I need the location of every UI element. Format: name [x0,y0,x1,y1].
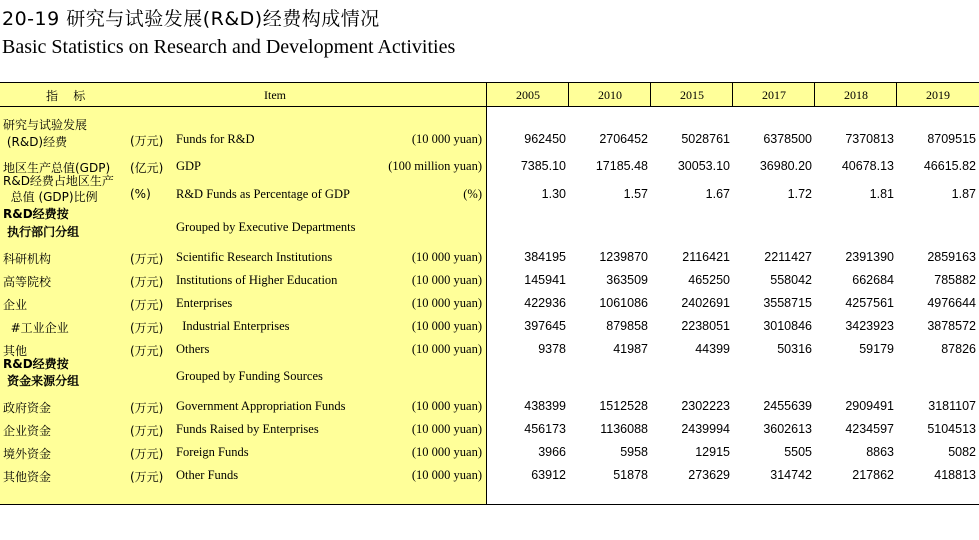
row-value: 314742 [770,468,812,482]
row-value: 662684 [852,273,894,287]
row-value: 1.81 [869,187,894,201]
header-year: 2010 [598,88,622,102]
row-label-en: Institutions of Higher Education [176,273,338,287]
row-value: 44399 [695,342,730,356]
header-year: 2005 [516,88,540,102]
row-unit-cn: (万元) [130,447,164,461]
row-value: 5958 [620,445,648,459]
row-value: 2455639 [763,399,812,413]
row-unit-cn: (亿元) [130,161,164,175]
row-label-en: Scientific Research Institutions [176,250,333,264]
row-unit-cn: (万元) [130,344,164,358]
row-value: 40678.13 [841,159,894,173]
row-label-cn: R&D经费占地区生产 [3,174,114,188]
row-value: 3966 [538,445,566,459]
row-label-en: Grouped by Executive Departments [176,220,356,234]
row-value: 36980.20 [759,159,812,173]
header-year: 2015 [680,88,704,102]
row-unit-en: (10 000 yuan) [411,296,482,310]
row-label-en: Grouped by Funding Sources [176,369,323,383]
row-label-cn: 企业 [3,298,28,312]
row-label-en: Funds Raised by Enterprises [176,422,319,436]
row-unit-en: (10 000 yuan) [411,250,482,264]
row-value: 46615.82 [923,159,976,173]
row-value: 5028761 [681,132,730,146]
row-label-en: Foreign Funds [176,445,249,459]
header-separator [650,83,651,106]
row-label-cn: 其他 [3,344,28,358]
row-value: 1.67 [705,187,730,201]
row-label-en: Government Appropriation Funds [176,399,346,413]
header-year: 2017 [762,88,786,102]
row-value: 438399 [524,399,566,413]
header-separator [568,83,569,106]
row-value: 5505 [784,445,812,459]
row-value: 12915 [695,445,730,459]
row-label-cn: 高等院校 [3,275,52,289]
row-unit-cn: (万元) [130,275,164,289]
row-label-cn: 地区生产总值(GDP) [3,161,111,175]
row-value: 2706452 [599,132,648,146]
row-label-cn: 其他资金 [3,470,52,484]
row-value: 1.30 [541,187,566,201]
row-label-cn: 企业资金 [3,424,52,438]
row-value: 1512528 [599,399,648,413]
row-value: 2238051 [681,319,730,333]
row-label-cn: 科研机构 [3,252,52,266]
row-label-en: Other Funds [176,468,239,482]
row-value: 2116421 [682,250,730,264]
row-value: 2391390 [845,250,894,264]
row-label-cn: R&D经费按 [3,207,69,221]
row-value: 422936 [524,296,566,310]
row-value: 7385.10 [520,159,566,173]
row-unit-cn: (万元) [130,401,164,415]
header-separator [814,83,815,106]
row-value: 17185.48 [595,159,648,173]
row-value: 41987 [613,342,648,356]
row-unit-cn: (万元) [130,298,164,312]
row-unit-en: (10 000 yuan) [411,445,482,459]
row-unit-en: (10 000 yuan) [411,422,482,436]
row-value: 30053.10 [677,159,730,173]
row-unit-cn: (万元) [130,252,164,266]
row-unit-cn: (万元) [130,424,164,438]
row-value: 2402691 [681,296,730,310]
row-value: 7370813 [845,132,894,146]
row-value: 2439994 [681,422,730,436]
row-label-cn-line2: 总值 (GDP)比例 [3,190,98,204]
row-value: 384195 [524,250,566,264]
row-value: 1061086 [599,296,648,310]
row-unit-en: (10 000 yuan) [411,273,482,287]
row-value: 962450 [524,132,566,146]
header-item: Item [264,88,286,102]
row-value: 9378 [538,342,566,356]
row-unit-cn: (万元) [130,470,164,484]
row-value: 3010846 [763,319,812,333]
row-value: 1.72 [787,187,812,201]
table-title-chinese: 20-19 研究与试验发展(R&D)经费构成情况 [2,8,380,30]
row-label-en: Enterprises [176,296,233,310]
row-value: 63912 [531,468,566,482]
row-label-cn-line2: 资金来源分组 [3,374,80,388]
row-unit-cn: (万元) [130,134,164,148]
header-separator [896,83,897,106]
row-label-en: Funds for R&D [176,132,255,146]
header-year: 2018 [844,88,868,102]
row-value: 456173 [524,422,566,436]
row-label-en: Industrial Enterprises [176,319,290,333]
row-value: 4234597 [845,422,894,436]
row-value: 363509 [606,273,648,287]
row-label-cn: 研究与试验发展 [3,118,88,132]
row-value: 3423923 [845,319,894,333]
row-value: 1.87 [951,187,976,201]
row-value: 8709515 [927,132,976,146]
row-unit-en: (10 000 yuan) [411,342,482,356]
row-value: 879858 [606,319,648,333]
table-title-english: Basic Statistics on Research and Development Activities [2,36,456,58]
row-value: 558042 [770,273,812,287]
row-value: 3878572 [927,319,976,333]
row-value: 273629 [688,468,730,482]
header-separator [732,83,733,106]
row-label-en: R&D Funds as Percentage of GDP [176,187,350,201]
row-label-en: Others [176,342,210,356]
row-value: 59179 [859,342,894,356]
row-value: 2909491 [845,399,894,413]
row-label-cn: 政府资金 [3,401,52,415]
row-label-en: GDP [176,159,202,173]
row-label-cn: #工业企业 [3,321,69,335]
row-unit-en: (10 000 yuan) [411,132,482,146]
row-value: 1.57 [623,187,648,201]
table-bottom-rule [0,504,979,505]
header-bottom-rule [0,106,979,107]
row-value: 87826 [941,342,976,356]
row-value: 8863 [866,445,894,459]
row-value: 2211427 [764,250,812,264]
table-top-rule [0,82,979,83]
row-unit-en: (%) [463,187,482,201]
row-value: 3181107 [928,399,976,413]
row-value: 4257561 [845,296,894,310]
row-value: 5082 [948,445,976,459]
row-unit-en: (100 million yuan) [388,159,482,173]
row-value: 397645 [524,319,566,333]
row-value: 6378500 [763,132,812,146]
row-value: 4976644 [927,296,976,310]
row-unit-cn: (%) [130,187,151,201]
column-divider [486,83,487,505]
header-year: 2019 [926,88,950,102]
row-value: 5104513 [927,422,976,436]
row-value: 2302223 [681,399,730,413]
row-label-cn-line2: (R&D)经费 [3,135,68,149]
row-value: 145941 [524,273,566,287]
row-value: 217862 [852,468,894,482]
row-value: 1136088 [600,422,648,436]
header-indicator: 指 标 [46,89,86,103]
row-value: 51878 [613,468,648,482]
row-label-cn-line2: 执行部门分组 [3,225,80,239]
row-value: 785882 [934,273,976,287]
row-value: 465250 [688,273,730,287]
row-value: 3602613 [763,422,812,436]
row-label-cn: R&D经费按 [3,357,69,371]
row-value: 3558715 [763,296,812,310]
row-unit-cn: (万元) [130,321,164,335]
row-label-cn: 境外资金 [3,447,52,461]
row-value: 418813 [934,468,976,482]
row-unit-en: (10 000 yuan) [411,468,482,482]
row-value: 50316 [777,342,812,356]
row-unit-en: (10 000 yuan) [411,399,482,413]
row-unit-en: (10 000 yuan) [411,319,482,333]
row-value: 2859163 [927,250,976,264]
row-value: 1239870 [599,250,648,264]
